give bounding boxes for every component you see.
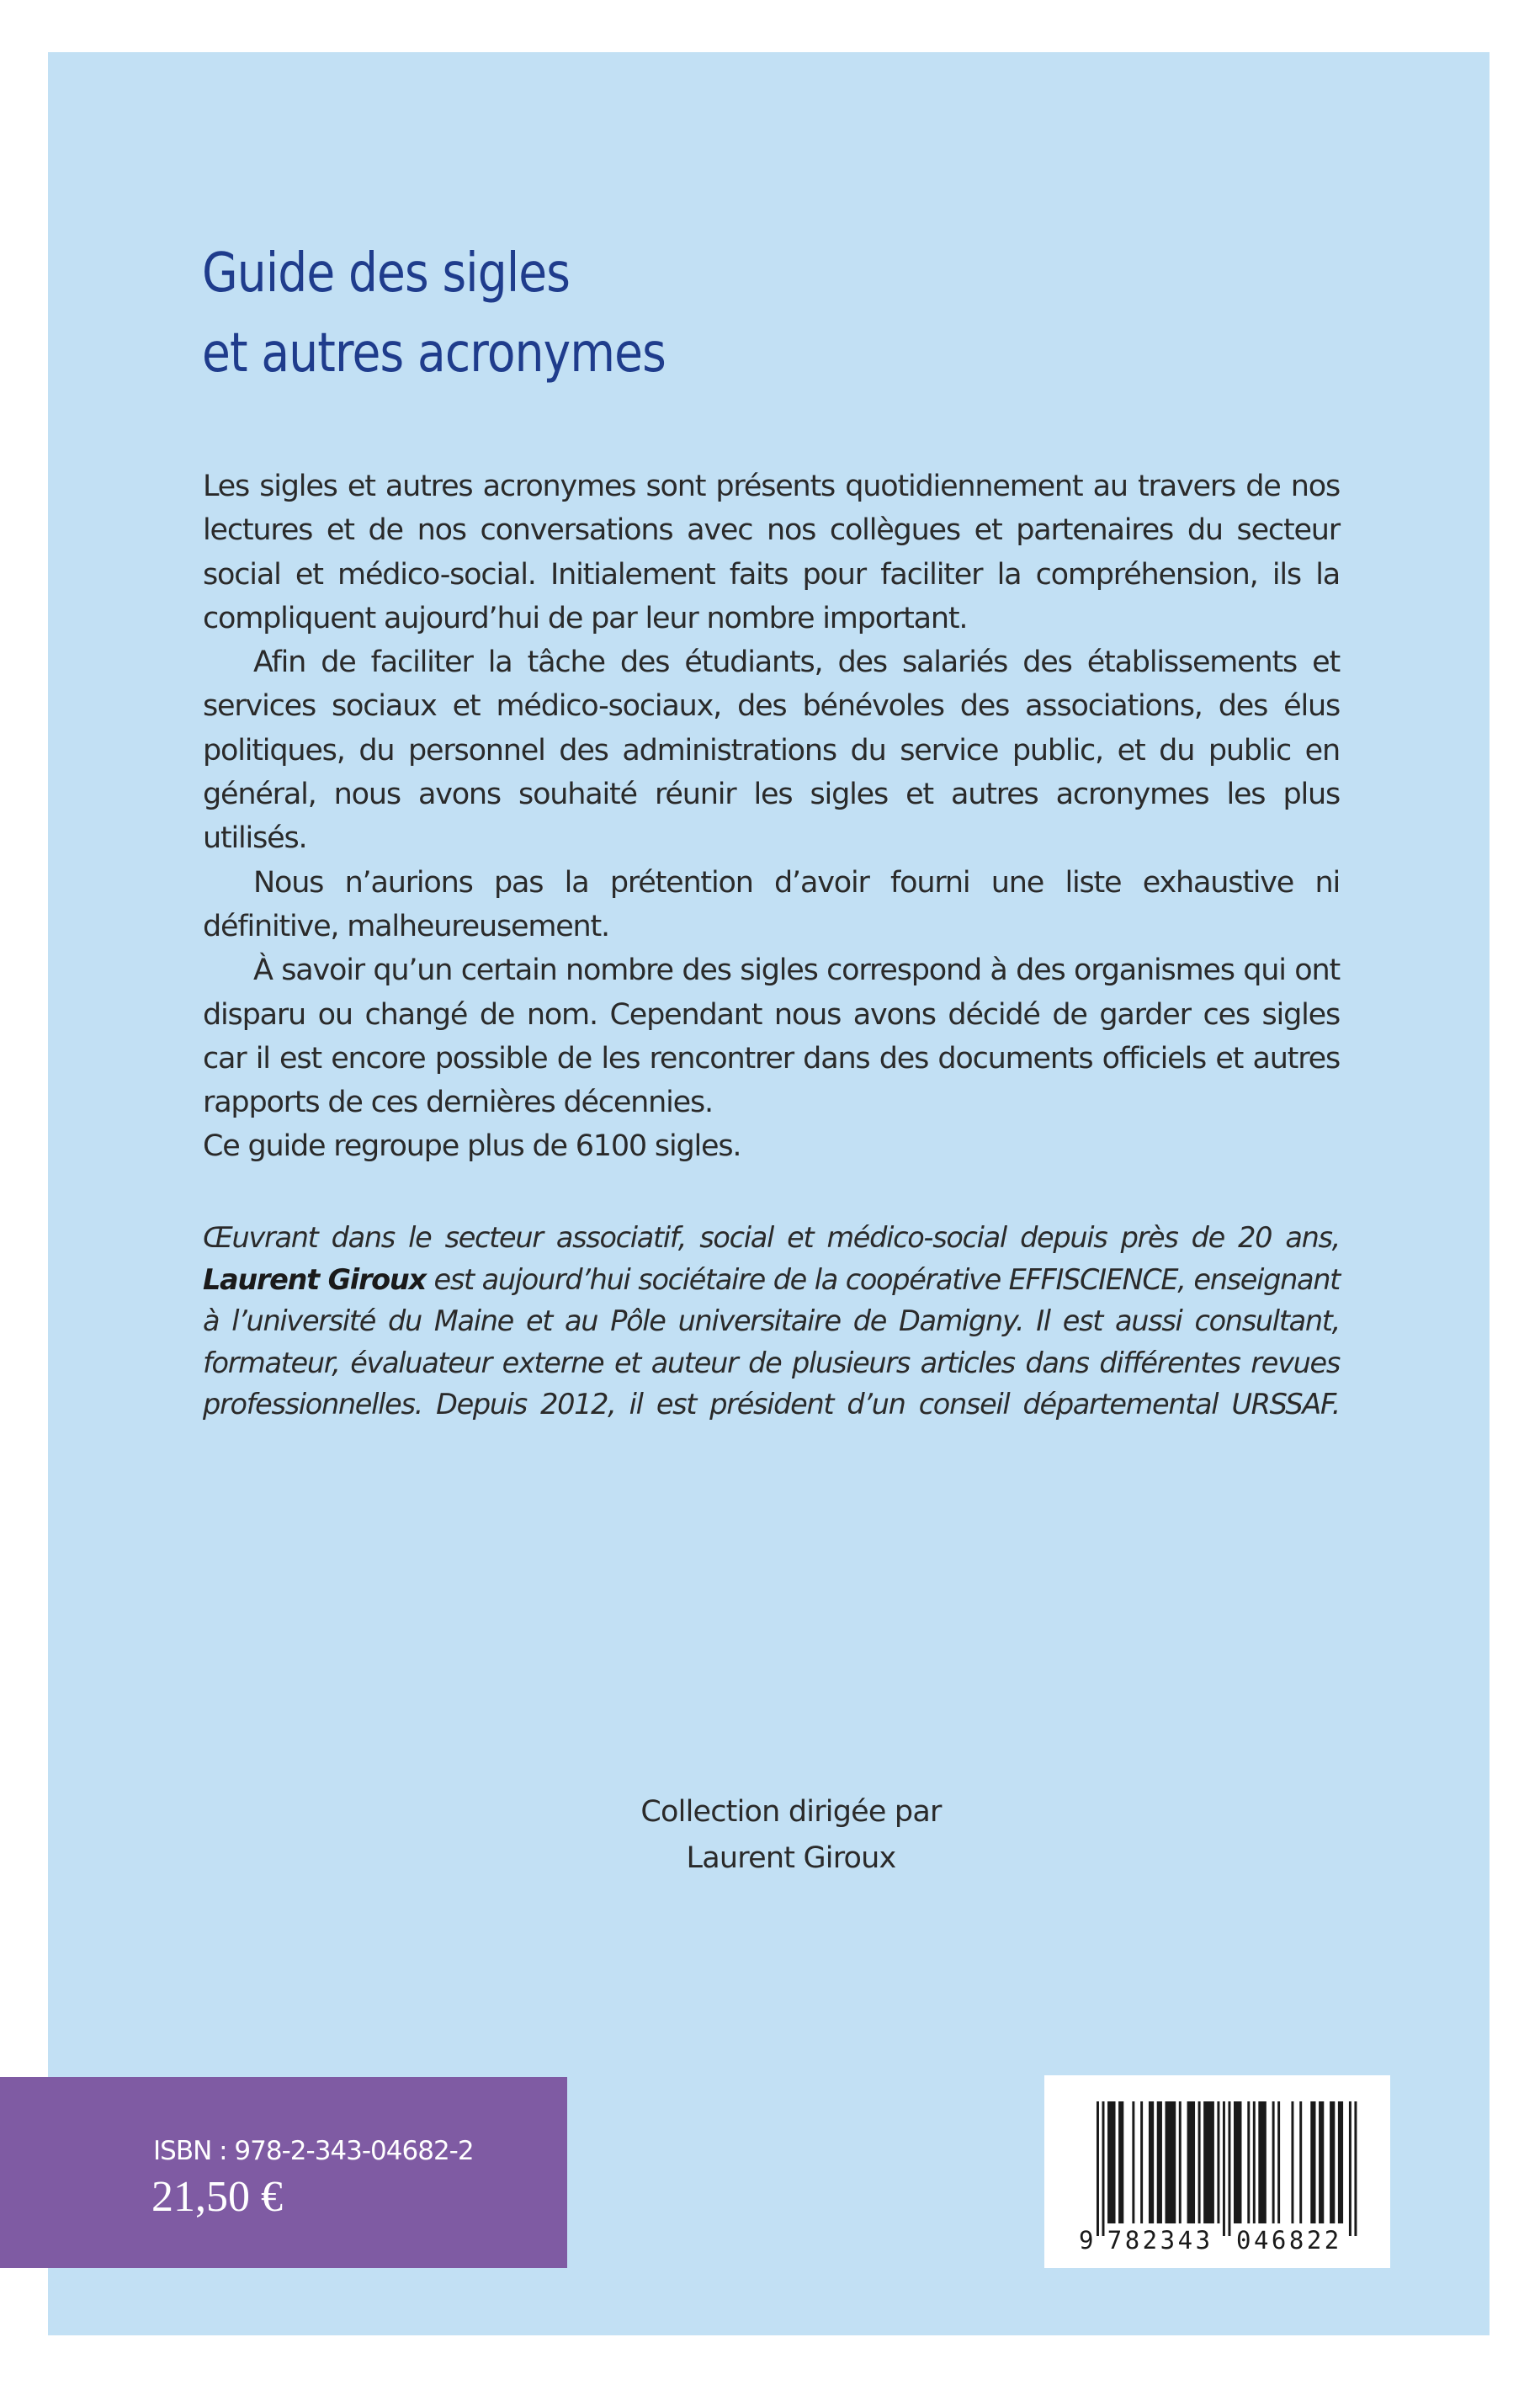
description-paragraph-4: À savoir qu’un certain nombre des sigles correspond à des organismes qui ont disparu ou changé de nom. Cependant nous avons décidé de garder ces sigles car il est encore possible de les rencontrer dans des documents officiels et autres rapports de ces dernières décennies. (203, 953, 1340, 1120)
barcode-image (1044, 2075, 1390, 2268)
author-name: Laurent Giroux (203, 1262, 426, 1296)
svg-text:046822: 046822 (1236, 2226, 1342, 2255)
description-paragraph-1: Les sigles et autres acronymes sont présents quotidiennement au travers de nos lectures et de nos conversations avec nos collègues et partenaires du secteur social et médico-social. Initialement faits pour faciliter la compréhension, ils la compliquent aujourd’hui de par leur nombre important. (203, 470, 1340, 635)
svg-text:782343: 782343 (1107, 2226, 1213, 2255)
barcode (1044, 2075, 1390, 2268)
author-bio (203, 1217, 1340, 1426)
title-line-2: et autres acronymes (202, 322, 666, 385)
bio-intro: Œuvrant dans le secteur associatif, social et médico-social depuis près de 20 ans, (203, 1221, 1340, 1254)
bio-rest: est aujourd’hui sociétaire de la coopérative EFFISCIENCE, enseignant à l’université du Maine et au Pôle universitaire de Damigny. Il est aussi consultant, formateur, évaluateur externe et auteur de plusieurs articles dans différentes revues professionnelles. Depuis 2012, il est président d’un conseil départemental URSSAF. (203, 1262, 1340, 1421)
description-paragraph-2: Afin de faciliter la tâche des étudiants, des salariés des établissements et services sociaux et médico-sociaux, des bénévoles des associations, des élus politiques, du personnel des administrations du service public, et du public en général, nous avons souhaité réunir les sigles et autres acronymes les plus utilisés. (203, 645, 1340, 856)
price-label: 21,50 € (151, 2173, 283, 2221)
collection-director: Laurent Giroux (686, 1841, 896, 1875)
back-cover-panel (48, 52, 1490, 2335)
description (203, 465, 1340, 1169)
description-paragraph-3: Nous n’aurions pas la prétention d’avoir fourni une liste exhaustive ni définitive, malheureusement. (203, 865, 1340, 943)
price-box (0, 2077, 567, 2268)
collection-label: Collection dirigée par (640, 1795, 942, 1829)
svg-text:9: 9 (1079, 2226, 1094, 2255)
book-title (202, 234, 666, 394)
author-bio-text (203, 1217, 1340, 1426)
description-paragraph-5: Ce guide regroupe plus de 6100 sigles. (203, 1129, 741, 1164)
title-line-1: Guide des sigles (202, 242, 571, 305)
isbn-label: ISBN : 978-2-343-04682-2 (153, 2136, 474, 2166)
collection-credit (539, 1789, 1043, 1882)
